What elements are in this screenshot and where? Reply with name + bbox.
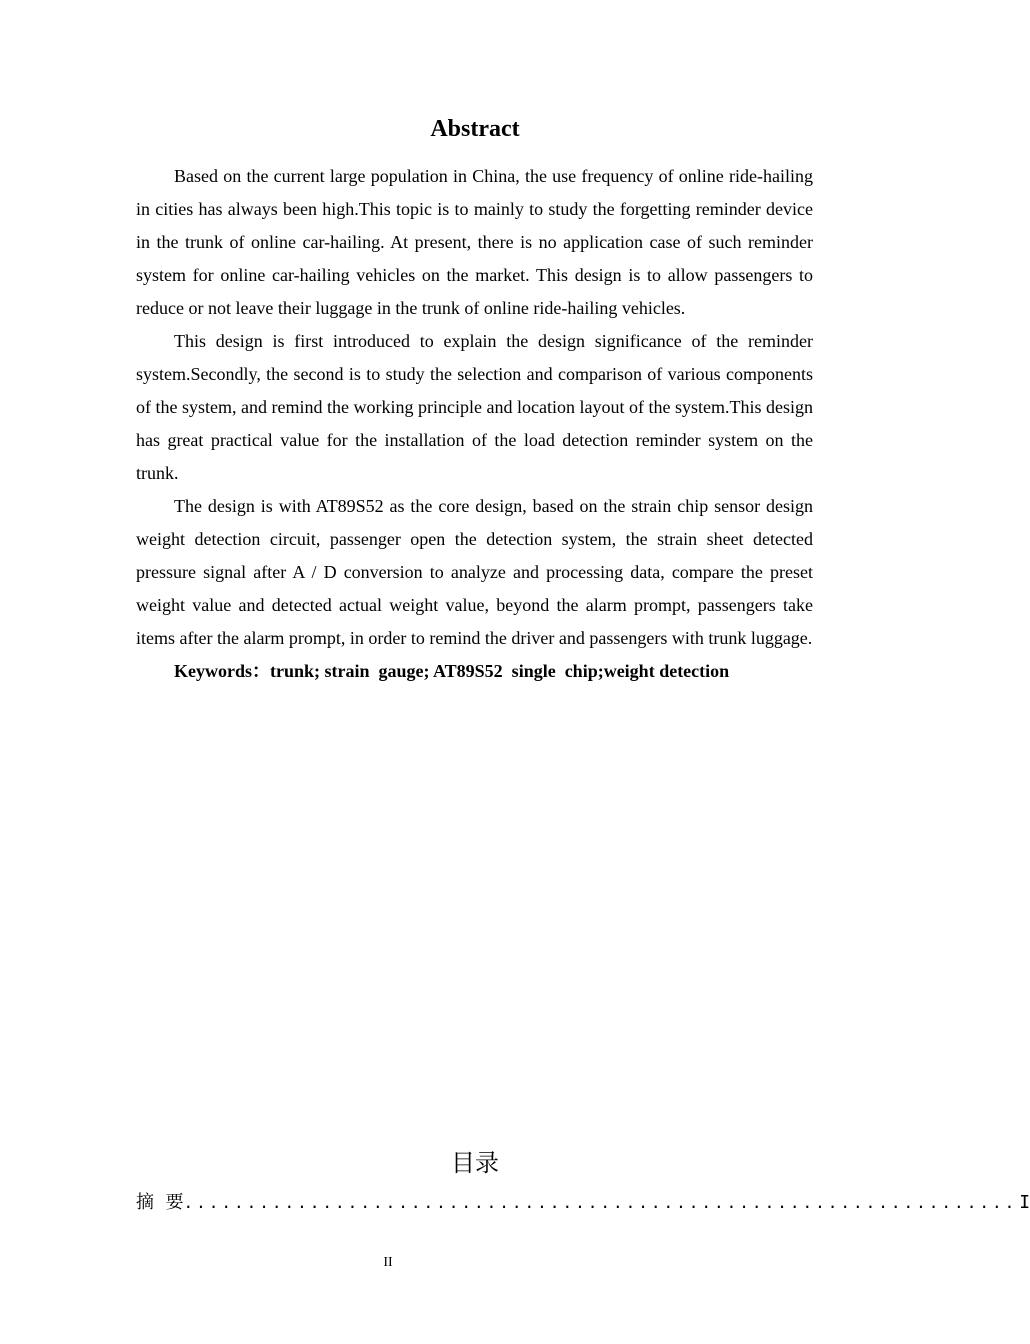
abstract-paragraph-1: Based on the current large population in China, the use frequency of online ride-hailing in cities has always been high.This topic is to mainly to study the forgetting reminder device in the trunk of online car-hailing. At present, there is no application case of such reminder system for online car-hailing vehicles on the market. This design is to allow passengers to reduce or not leave their luggage in the trunk of online ride-hailing vehicles.	[136, 166, 813, 318]
toc-entry-label: 摘 要	[136, 1192, 184, 1213]
abstract-paragraph-3: The design is with AT89S52 as the core design, based on the strain chip sensor design weight detection circuit, passenger open the detection system, the strain sheet detected pressure signal after A / D conversion to analyze and processing data, compare the preset weight value and detected actual weight value, beyond the alarm prompt, passengers take items after the alarm prompt, in order to remind the driver and passengers with trunk luggage.	[136, 496, 813, 648]
abstract-title: Abstract	[430, 116, 520, 142]
toc-entry-page: I	[1019, 1192, 1030, 1213]
abstract-paragraph-2: This design is first introduced to explain the design significance of the reminder system.Secondly, the second is to study the selection and comparison of various components of the system, and remind the working principle and location layout of the system.This design has great practical value for the installation of the load detection reminder system on the trunk.	[136, 331, 813, 483]
toc-entry[interactable]	[136, 1189, 1030, 1217]
page-number: II	[383, 1255, 393, 1270]
abstract-body	[136, 160, 813, 688]
toc-title: 目录	[451, 1149, 499, 1177]
toc-entry-leader: ..................................................................	[183, 1193, 1018, 1212]
abstract-keywords: Keywords：trunk; strain gauge; AT89S52 single chip;weight detection	[174, 661, 730, 681]
